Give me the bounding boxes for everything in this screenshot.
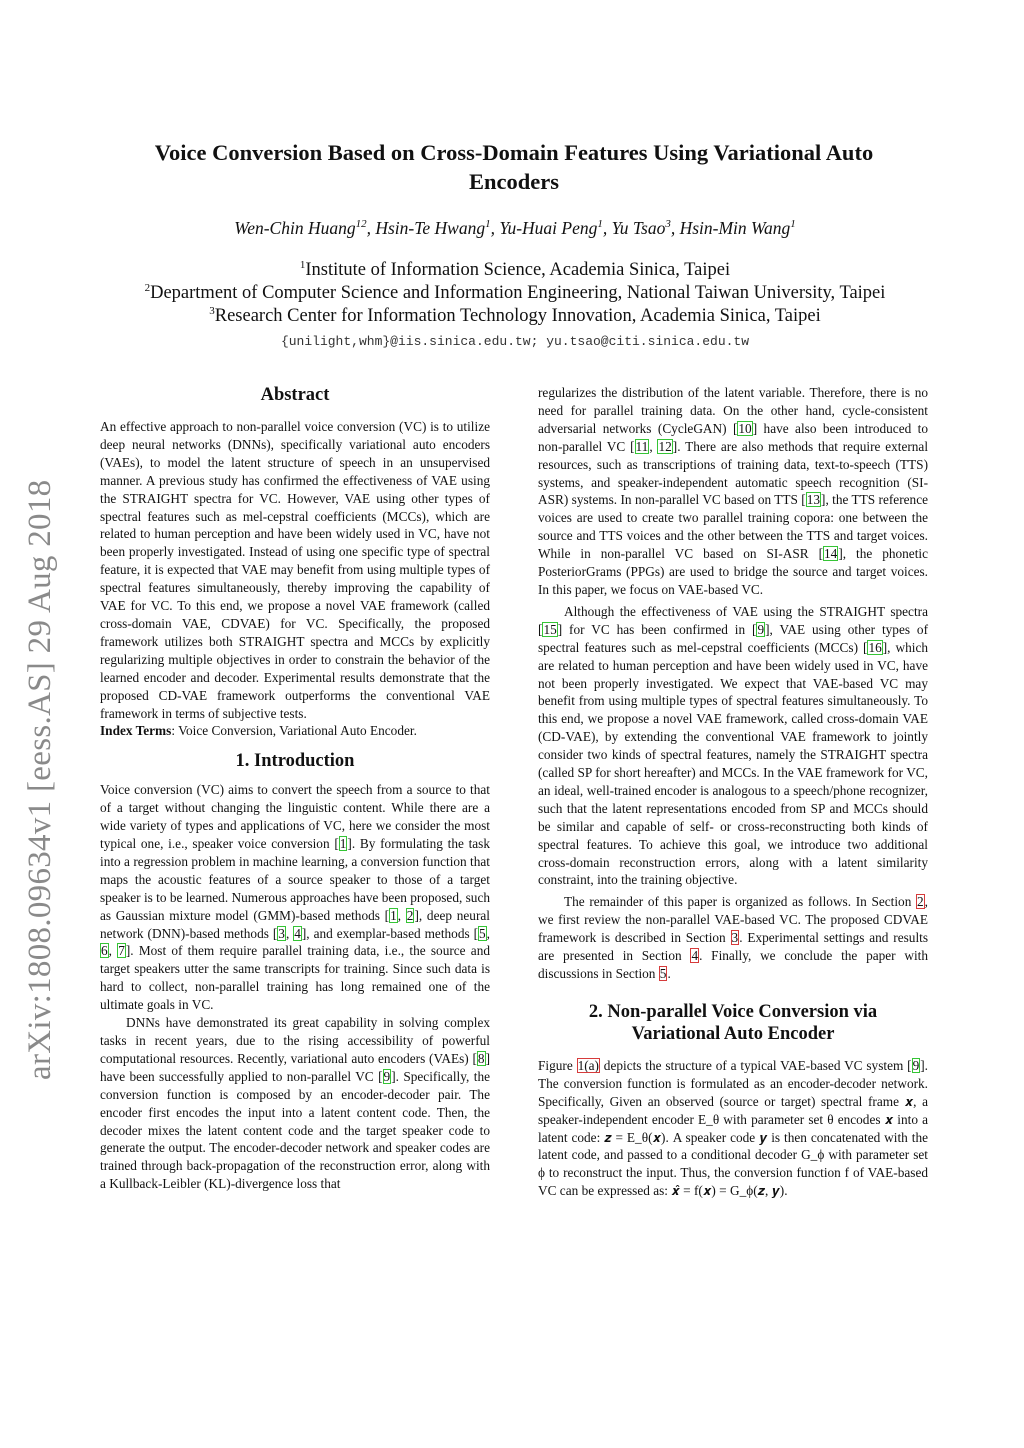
author-name: Wen-Chin Huang	[234, 218, 356, 238]
affiliation-line	[80, 305, 950, 328]
affiliation-mark: 1	[299, 259, 306, 271]
citation-link[interactable]: 14	[824, 546, 838, 562]
intro-heading: 1. Introduction	[235, 751, 355, 772]
author-affiliation-mark: 1	[485, 218, 491, 230]
affiliation-list	[80, 259, 950, 328]
citation-link[interactable]: 10	[738, 420, 752, 436]
citation-link[interactable]: 11	[635, 438, 649, 454]
affiliation-line	[80, 282, 950, 305]
cross-reference-link[interactable]: 1(a)	[577, 1057, 599, 1073]
citation-link[interactable]: 15	[543, 621, 557, 637]
author-affiliation-mark: 1	[597, 218, 603, 230]
affiliation-text: Department of Computer Science and Information Engineering, National Taiwan University, Taipei	[150, 283, 886, 303]
author-list: Wen-Chin Huang$^{12}$, Hsin-Te Hwang$^1$, Yu-Huai Peng$^1$, Yu Tsao$^3$, Hsin-Min Wang$^1$	[234, 218, 796, 238]
citation-link[interactable]: 12	[658, 438, 672, 454]
author-name: Yu-Huai Peng	[499, 218, 598, 238]
citation-link[interactable]: 9	[912, 1057, 920, 1073]
index-terms-label: Index Terms	[100, 723, 172, 739]
citation-link[interactable]: 16	[868, 639, 882, 655]
intro-paragraph-1: Voice conversion (VC) aims to convert the speech from a source to that of a target without changing the linguistic content. While there are a wide variety of types and applications of VC, here we consider the most typical one, i.e., speaker voice conversion [1]. By formulating the task into a regression problem in machine learning, a conversion function that maps the acoustic features of a source speaker to those of a target speaker is to be learned. Numerous approaches have been proposed, such as Gaussian mixture model (GMM)-based methods [1, 2], deep neural network (DNN)-based methods [3, 4], and exemplar-based methods [5, 6, 7]. Most of them require parallel training data, i.e., the source and target speakers utter the same transcripts for training. Since such data is hard to collect, non-parallel training has long remained one of the ultimate goals in VC.	[100, 782, 491, 1013]
affiliation-text: Institute of Information Science, Academia Sinica, Taipei	[305, 260, 731, 280]
citation-link[interactable]: 9	[383, 1068, 391, 1084]
citation-link[interactable]: 9	[757, 621, 765, 637]
cross-reference-link[interactable]: 2	[917, 894, 924, 910]
author-affiliation-mark: 12	[355, 218, 367, 230]
intro-paragraph-3: regularizes the distribution of the latent variable. Therefore, there is no need for parallel training data. On the other hand, cycle-consistent adversarial networks (CycleGAN) [10] have also been introduced to non-parallel VC [11, 12]. There are also methods that require external resources, such as transcriptions of training data, text-to-speech (TTS) systems, and speaker-independent automatic speech recognition (SI-ASR) systems. In non-parallel VC based on TTS [13], the TTS reference voices are used to create two parallel training copora: one between the source and TTS voices and the other between the TTS and target voices. While in non-parallel VC based on SI-ASR [14], the phonetic PosteriorGrams (PPGs) are used to bridge the source and target voices. In this paper, we focus on VAE-based VC.	[538, 385, 929, 597]
section2-heading-line1: 2. Non-parallel Voice Conversion via	[588, 1001, 878, 1022]
citation-link[interactable]: 6	[101, 943, 108, 959]
citation-link[interactable]: 4	[294, 925, 301, 941]
right-column	[538, 384, 928, 1200]
author-name: Yu Tsao	[611, 218, 666, 238]
paper-title: Voice Conversion Based on Cross-Domain Features Using Variational Auto Encoders	[154, 140, 874, 194]
affiliation-text: Research Center for Information Technology Innovation, Academia Sinica, Taipei	[214, 306, 821, 326]
arxiv-identifier: arXiv:1808.09634v1 [eess.AS] 29 Aug 2018	[22, 479, 58, 1080]
left-column	[100, 384, 490, 1193]
intro-paragraph-2: DNNs have demonstrated its great capability in solving complex tasks in recent years, due to the rising accessibility of powerful computational resources. Recently, variational auto encoders (VAEs) [8] have been successfully applied to non-parallel VC [9]. Specifically, the conversion function is composed by an encoder-decoder pair. The encoder first encodes the input into a latent content code. Then, the decoder mixes the latent content code and the target speaker code to generate the output. The encoder-decoder network and speaker codes are trained through back-propagation of the reconstruction error, along with a Kullback-Leibler (KL)-divergence loss that	[100, 1015, 490, 1192]
section2-heading	[538, 1001, 928, 1045]
author-name: Hsin-Min Wang	[679, 218, 791, 238]
author-affiliation-mark: 1	[790, 218, 796, 230]
intro-paragraph-5: The remainder of this paper is organized as follows. In Section 2, we first review the non-parallel VAE-based VC. The proposed CDVAE framework is described in Section 3. Experimental settings and results are presented in Section 4. Finally, we conclude the paper with discussions in Section 5.	[538, 894, 929, 981]
author-name: Hsin-Te Hwang	[375, 218, 486, 238]
cross-reference-link[interactable]: 4	[691, 948, 699, 964]
citation-link[interactable]: 7	[118, 943, 125, 959]
affiliation-mark: 3	[209, 305, 215, 317]
cross-reference-link[interactable]: 5	[659, 966, 667, 981]
section2-paragraph-1: Figure 1(a) depicts the structure of a typical VAE-based VC system [9]. The conversion function is formulated as an encoder-decoder network. Specifically, Given an observed (source or target) spectral frame 𝒙, a speaker-independent encoder E_θ with parameter set θ encodes 𝒙 into a latent code: 𝒛 = E_θ(𝒙). A speaker code 𝒚 is then concatenated with the latent code, and passed to a conditional decoder G_ϕ with parameter set ϕ to reconstruct the input. Thus, the conversion function f of VAE-based VC can be expressed as: 𝒙̂ = f(𝒙) = G_ϕ(𝒛, 𝒚).	[538, 1057, 928, 1199]
citation-link[interactable]: 2	[406, 907, 414, 923]
citation-link[interactable]: 3	[278, 925, 285, 941]
citation-link[interactable]: 5	[479, 925, 486, 941]
citation-link[interactable]: 13	[806, 492, 821, 508]
citation-link[interactable]: 8	[477, 1050, 485, 1066]
index-terms	[100, 722, 490, 740]
citation-link[interactable]: 1	[339, 836, 347, 852]
cross-reference-link[interactable]: 3	[731, 930, 739, 946]
author-emails: {unilight,whm}@iis.sinica.edu.tw; yu.tsao@citi.sinica.edu.tw	[280, 334, 750, 349]
affiliation-mark: 2	[144, 282, 151, 294]
intro-paragraph-4: Although the effectiveness of VAE using the STRAIGHT spectra [15] for VC has been confirmed in [9], VAE using other types of spectral features such as mel-cepstral coefficients (MCCs) [16], which are related to human perception and have been widely used in VC, have not been properly investigated. We expect that VAE-based VC may benefit from using multiple types of spectral features simultaneously. To this end, we propose a novel VAE framework, called cross-domain VAE (CD-VAE), by extending the conventional VAE framework to jointly consider two kinds of spectral features, namely the STRAIGHT spectra (called SP for short hereafter) and MCCs. In the VAE framework for VC, an ideal, well-trained encoder is analogous to a speech/phone recognizer, such that the latent representations encoded from SP and MCCs should be similar and capable of self- or cross-reconstructing both kinds of spectral features. To achieve this goal, we introduce two additional cross-domain reconstruction errors, along with a latent similarity constraint, into the training objective.	[538, 603, 928, 888]
index-terms-value: : Voice Conversion, Variational Auto Encoder.	[171, 723, 417, 739]
abstract-text: An effective approach to non-parallel voice conversion (VC) is to utilize deep neural networks (DNNs), specifically variational auto encoders (VAEs), to model the latent structure of speech in an unsupervised manner. A previous study has confirmed the effectiveness of VAE using the STRAIGHT spectra for VC. However, VAE using other types of spectral features such as mel-cepstral coefficients (MCCs), which are related to human perception and have been widely used in VC, have not been properly investigated. Instead of using one specific type of spectral feature, it is expected that VAE may benefit from using multiple types of spectral features simultaneously, thereby improving the capability of VAE for VC. To this end, we propose a novel VAE framework (called cross-domain VAE, CDVAE) for VC. Specifically, the proposed framework utilizes both STRAIGHT spectra and MCCs by explicitly regularizing multiple objectives in order to constrain the behavior of the learned encoder and decoder. Experimental results demonstrate that the proposed CD-VAE framework outperforms the conventional VAE framework in terms of subjective tests.	[100, 419, 490, 721]
citation-link[interactable]: 1	[390, 907, 397, 923]
author-affiliation-mark: 3	[665, 218, 671, 230]
section2-heading-line2: Variational Auto Encoder	[631, 1023, 835, 1044]
abstract-heading: Abstract	[260, 385, 330, 405]
affiliation-line	[80, 259, 950, 282]
